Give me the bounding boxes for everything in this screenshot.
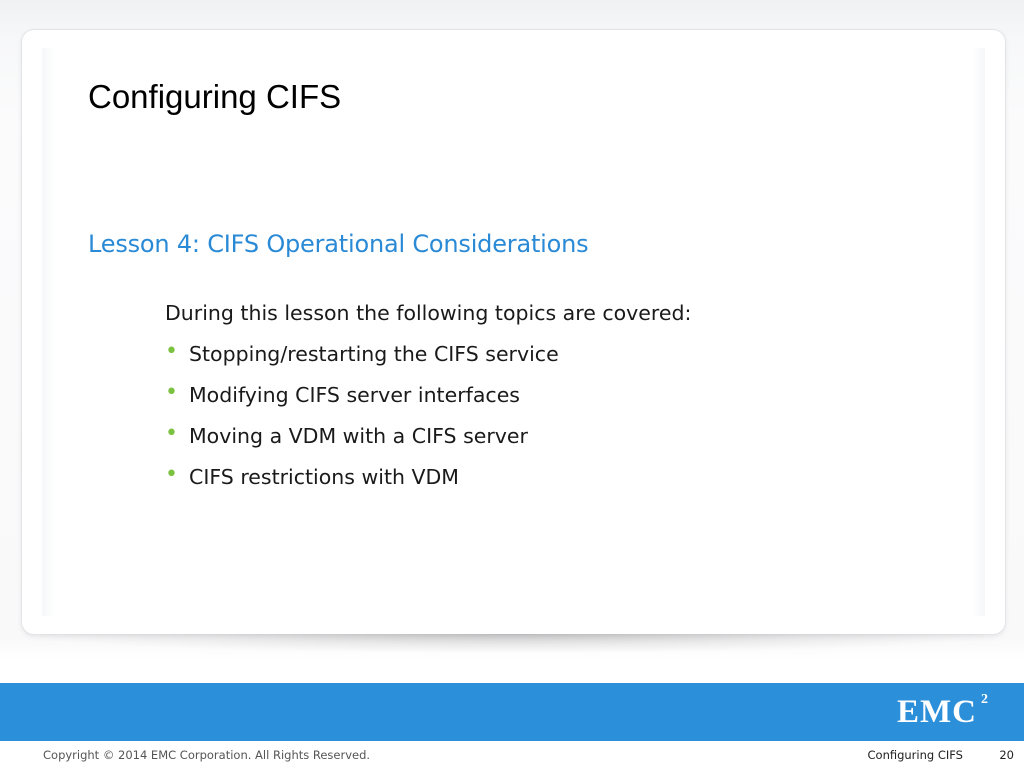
footer-title: Configuring CIFS [867,748,963,762]
card-shadow [40,634,984,652]
bullet-icon: • [165,380,178,405]
list-item-text: Stopping/restarting the CIFS service [189,342,559,366]
list-item [165,460,691,501]
list-item [165,337,691,378]
bullet-icon: • [165,462,178,487]
bullet-icon: • [165,339,178,364]
copyright-text: Copyright © 2014 EMC Corporation. All Rights Reserved. [43,748,371,762]
lesson-content [165,296,691,501]
logo-superscript: 2 [981,692,989,707]
footer-band [0,683,1024,741]
intro-text: During this lesson the following topics are covered: [165,301,692,325]
lesson-heading: Lesson 4: CIFS Operational Considerations [88,230,589,258]
page-number: 20 [999,748,1014,762]
logo-text: EMC [897,694,977,730]
topic-list [165,337,691,501]
slide-title: Configuring CIFS [88,78,342,115]
list-item-text: CIFS restrictions with VDM [189,465,459,489]
footer [0,741,1024,768]
emc-logo [897,692,989,731]
list-item-text: Moving a VDM with a CIFS server [189,424,528,448]
list-item-text: Modifying CIFS server interfaces [189,383,520,407]
list-item [165,378,691,419]
bullet-icon: • [165,421,178,446]
list-item [165,419,691,460]
